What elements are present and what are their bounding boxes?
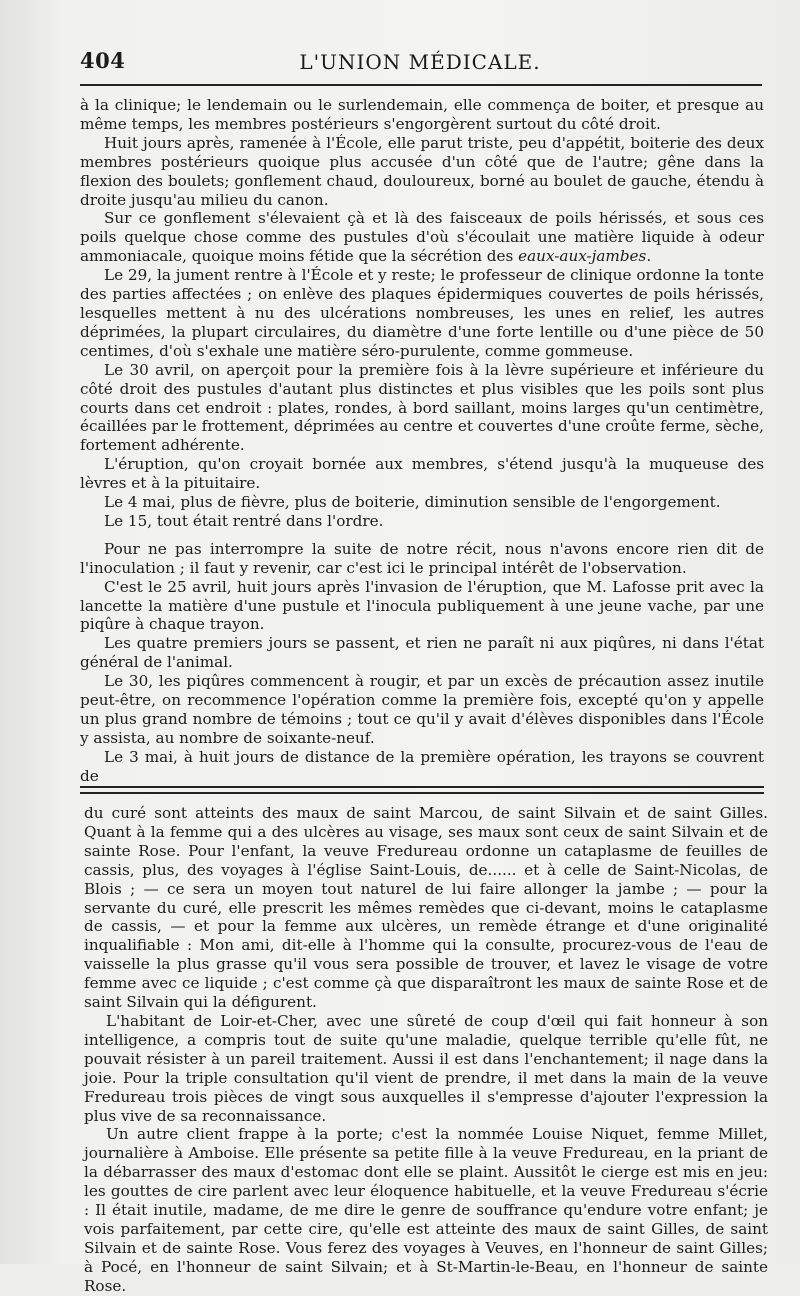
feuilleton-paragraph: Un autre client frappe à la porte; c'est la nommée Louise Niquet, femme Millet, journalière à Amboise. Elle présente sa petite fille à la veuve Fredureau, en la priant de la débarrasser des maux d'estomac dont elle se plaint. Aussitôt le cierge est mis en jeu: les gouttes de cire parlent avec leur éloquence habituelle, et la veuve Fredureau s'écrie : Il était inutile, madame, de me dire le genre de souffrance qu'endure votre enfant; je vois parfaitement, par cette cire, qu'elle est atteinte des maux de saint Gilles, de saint Silvain et de sainte Rose. Vous ferez des voyages à Veuves, en l'honneur de saint Gilles; à Pocé, en l'honneur de saint Silvain; et à St-Martin-le-Beau, en l'honneur de sainte Rose. [84, 1125, 768, 1295]
article-paragraph: Le 29, la jument rentre à l'École et y reste; le professeur de clinique ordonne la tonte des parties affectées ; on enlève des plaques épidermiques couvertes de poils hérissés, lesquelles mettent à nu des ulcérations nombreuses, les unes en relief, les autres déprimées, la plupart circulaires, du diamètre d'une forte lentille ou d'une pièce de 50 centimes, d'où s'exhale une matière séro-purulente, comme gommeuse. [80, 266, 764, 360]
paragraph-text: Sur ce gonflement s'élevaient çà et là des faisceaux de poils hérissés, et sous ces poils quelque chose comme des pustules d'où s'écoulait une matière liquide à odeur ammoniacale, quoique moins fétide que la sécrétion des [80, 209, 764, 266]
feuilleton-body [84, 804, 768, 1296]
article-paragraph: Huit jours après, ramenée à l'École, elle parut triste, peu d'appétit, boiterie des deux membres postérieurs quoique plus accusée d'un côté que de l'autre; gêne dans la flexion des boulets; gonflement chaud, douloureux, borné au boulet de gauche, étendu à droite jusqu'au milieu du canon. [80, 133, 764, 209]
article-paragraph: Le 30 avril, on aperçoit pour la première fois à la lèvre supérieure et inférieure du côté droit des pustules d'autant plus distinctes et plus visibles que les poils sont plus courts dans cet endroit : plates, rondes, à bord saillant, moins larges qu'un centimètre, écaillées par le frottement, déprimées au centre et couvertes d'une croûte ferme, sèche, fortement adhérente. [80, 360, 764, 455]
paragraph-text: . [646, 247, 652, 266]
feuilleton-paragraph: L'habitant de Loir-et-Cher, avec une sûreté de coup d'œil qui fait honneur à son intelligence, a compris tout de suite qu'une maladie, quelque terrible qu'elle fût, ne pouvait résister à un pareil traitement. Aussi il est dans l'enchantement; il nage dans la joie. Pour la triple consultation qu'il vient de prendre, il met dans la main de la veuve Fredureau trois pièces de vingt sous auxquelles il s'empresse d'ajouter l'expression la plus vive de sa reconnaissance. [84, 1011, 768, 1125]
italic-term: eaux-aux-jambes [518, 247, 647, 266]
article-paragraph: Le 4 mai, plus de fièvre, plus de boiterie, diminution sensible de l'engorgement. [104, 493, 721, 512]
article-paragraph [80, 209, 764, 266]
journal-title: L'UNION MÉDICALE. [299, 50, 541, 74]
page-header [80, 48, 760, 78]
article-paragraph: à la clinique; le lendemain ou le surlendemain, elle commença de boiter, et presque au même temps, les membres postérieurs s'engorgèrent surtout du côté droit. [80, 96, 764, 133]
article-paragraph: Les quatre premiers jours se passent, et rien ne paraît ni aux piqûres, ni dans l'état général de l'animal. [80, 634, 764, 672]
feuilleton-separator [80, 786, 764, 794]
page-number: 404 [80, 48, 126, 73]
header-rule [80, 84, 762, 86]
article-body [80, 96, 764, 786]
article-paragraph: C'est le 25 avril, huit jours après l'invasion de l'éruption, que M. Lafosse prit avec la lancette la matière d'une pustule et l'inocula publiquement à une jeune vache, par une piqûre à chaque trayon. [80, 577, 764, 634]
article-paragraph: Pour ne pas interrompre la suite de notre récit, nous n'avons encore rien dit de l'inoculation ; il faut y revenir, car c'est ici le principal intérêt de l'observation. [80, 539, 764, 577]
feuilleton-paragraph: du curé sont atteints des maux de saint Marcou, de saint Silvain et de saint Gilles. Quant à la femme qui a des ulcères au visage, ses maux sont ceux de saint Silvain et de sainte Rose. Pour l'enfant, la veuve Fredureau ordonne un cataplasme de feuilles de cassis, plus, des voyages à l'église Saint-Louis, de...... et à celle de Saint-Nicolas, de Blois ; — ce sera un moyen tout naturel de lui faire allonger la jambe ; — pour la servante du curé, elle prescrit les mêmes remèdes que ci-devant, moins le cataplasme de cassis, — et pour la femme aux ulcères, un remède étrange et d'une originalité inqualifiable : Mon ami, dit-elle à l'homme qui la consulte, procurez-vous de l'eau de vaisselle la plus grasse qu'il vous sera possible de trouver, et lavez le visage de votre femme avec ce liquide ; c'est comme çà que disparaîtront les maux de sainte Rose et de saint Silvain qui la défigurent. [84, 804, 768, 1012]
article-paragraph: Le 30, les piqûres commencent à rougir, et par un excès de précaution assez inutile peut-être, on recommence l'opération comme la première fois, excepté qu'on y appelle un plus grand nombre de témoins ; tout ce qu'il y avait d'élèves disponibles dans l'École y assista, au nombre de soixante-neuf. [80, 672, 764, 747]
article-paragraph: L'éruption, qu'on croyait bornée aux membres, s'étend jusqu'à la muqueuse des lèvres et à la pituitaire. [80, 455, 764, 493]
article-paragraph: Le 15, tout était rentré dans l'ordre. [104, 511, 384, 530]
article-paragraph: Le 3 mai, à huit jours de distance de la première opération, les trayons se couvrent de [80, 747, 764, 785]
